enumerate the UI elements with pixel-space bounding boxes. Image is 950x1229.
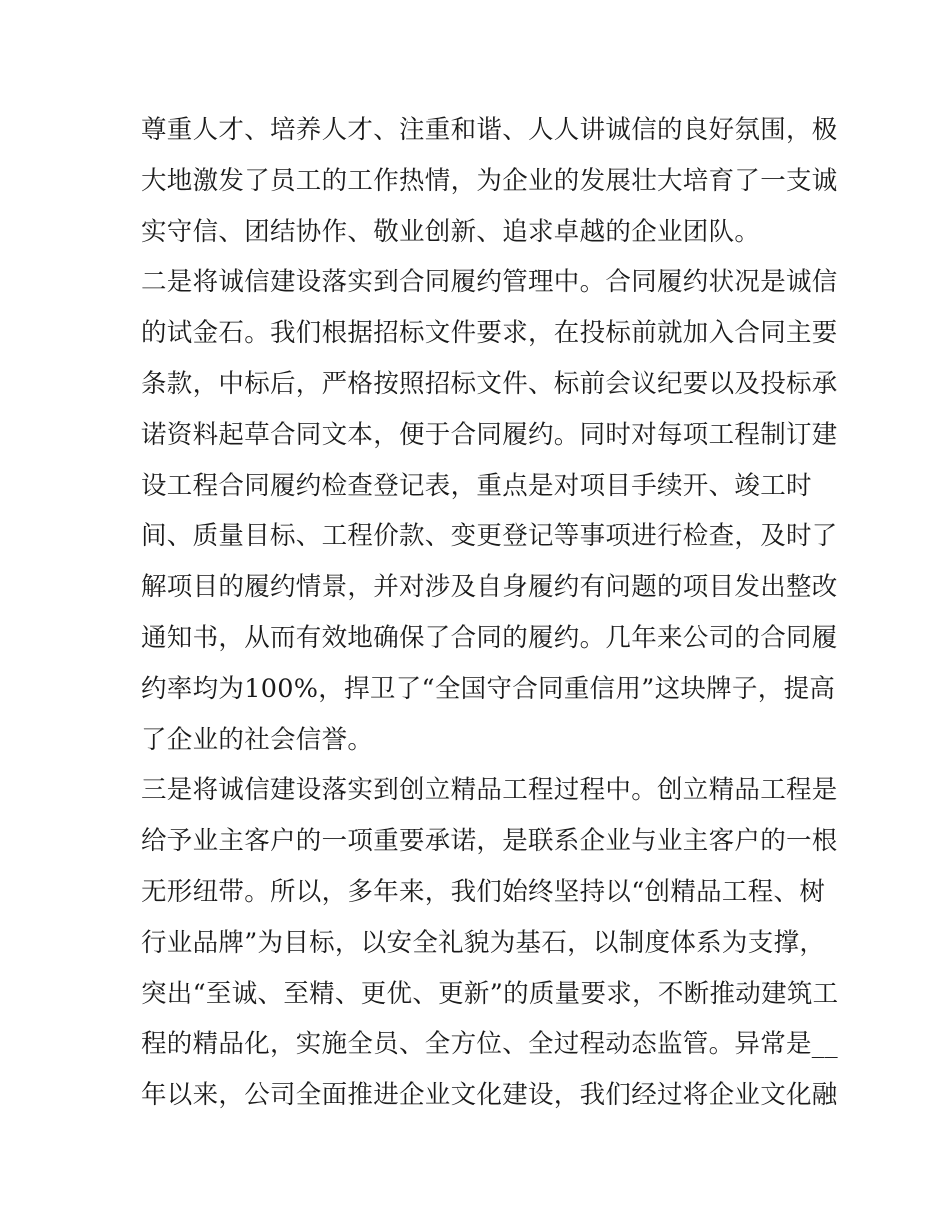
text-line: 了企业的社会信誉。 [141,724,374,755]
text-line: 尊重人才、培养人才、注重和谐、人人讲诚信的良好氛围，极 [141,115,838,145]
text-line: 行业品牌”为目标，以安全礼貌为基石，以制度体系为支撑， [141,927,826,958]
text-line: 间、质量目标、工程价款、变更登记等事项进行检查，及时了 [141,521,838,552]
text-line: 程的精品化，实施全员、全方位、全过程动态监管。异常是__ [141,1029,838,1060]
text-line: 无形纽带。所以，多年来，我们始终坚持以“创精品工程、树 [141,876,826,907]
text-line: 三是将诚信建设落实到创立精品工程过程中。创立精品工程是 [141,775,838,806]
text-line: 诺资料起草合同文本，便于合同履约。同时对每项工程制订建 [141,419,838,450]
text-line: 二是将诚信建设落实到合同履约管理中。合同履约状况是诚信 [141,267,838,298]
text-line: 通知书，从而有效地确保了合同的履约。几年来公司的合同履 [141,622,838,653]
text-line: 实守信、团结协作、敬业创新、追求卓越的企业团队。 [141,216,761,247]
text-line: 设工程合同履约检查登记表，重点是对项目手续开、竣工时 [141,470,812,501]
document-body-text [141,105,839,1121]
text-line: 给予业主客户的一项重要承诺，是联系企业与业主客户的一根 [141,826,838,857]
text-line: 约率均为100%，捍卫了“全国守合同重信用”这块牌子，提高 [141,673,836,704]
text-line: 突出“至诚、至精、更优、更新”的质量要求，不断推动建筑工 [141,978,839,1009]
text-line: 大地激发了员工的工作热情，为企业的发展壮大培育了一支诚 [141,165,838,196]
text-line: 解项目的履约情景，并对涉及自身履约有问题的项目发出整改 [141,572,838,603]
text-line: 条款，中标后，严格按照招标文件、标前会议纪要以及投标承 [141,368,838,399]
text-line: 的试金石。我们根据招标文件要求，在投标前就加入合同主要 [141,318,838,349]
text-line: 年以来，公司全面推进企业文化建设，我们经过将企业文化融 [141,1080,838,1111]
